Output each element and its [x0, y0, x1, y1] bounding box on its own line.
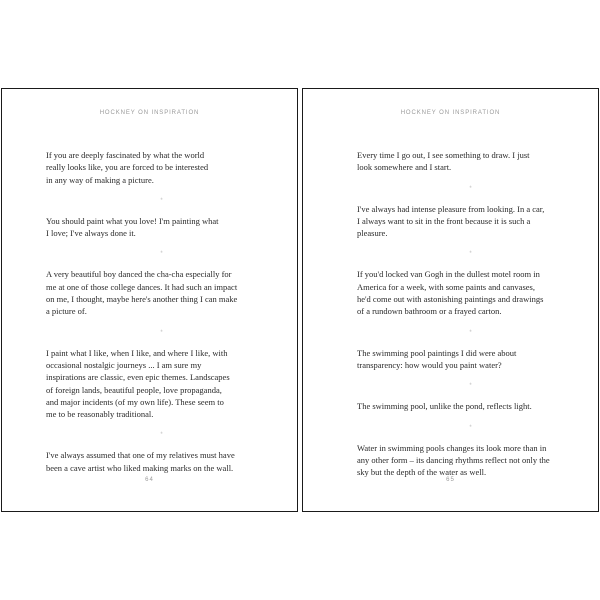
quote-list — [46, 149, 277, 474]
quote: I paint what I like, when I like, and where I like, with occasional nostalgic journeys ... I am sure my inspirations are classic, even epic themes. Landscapes of foreign lands, beautiful people, love propaganda, and major incidents (of my own life). These seem to me to be reasonably traditional. — [46, 347, 230, 420]
quote: I've always assumed that one of my relatives must have been a cave artist who liked making marks on the wall. — [46, 450, 235, 473]
quote: Every time I go out, I see something to draw. I just look somewhere and I start. — [357, 150, 530, 173]
quote: A very beautiful boy danced the cha-cha especially for me at one of those college dances. It had such an impact on me, I thought, maybe here's another thing I can make a picture of. — [46, 269, 238, 317]
separator-asterisk: * — [469, 329, 472, 336]
running-head: HOCKNEY ON INSPIRATION — [400, 110, 501, 116]
quote-list — [357, 149, 584, 478]
quote: I've always had intense pleasure from looking. In a car, I always want to sit in the front because it is such a pleasure. — [357, 203, 545, 239]
quote: If you are deeply fascinated by what the world really looks like, you are forced to be interested in any way of making a picture. — [46, 150, 209, 185]
quote: You should paint what you love! I'm painting what I love; I've always done it. — [46, 215, 219, 239]
left-page — [1, 88, 298, 512]
separator-asterisk: * — [160, 432, 163, 439]
separator-asterisk: * — [469, 185, 472, 192]
page-number: 64 — [145, 477, 154, 483]
separator-asterisk: * — [469, 424, 472, 431]
page-number: 65 — [446, 477, 455, 483]
quote: Water in swimming pools changes its look more than in any other form – its dancing rhythms reflect not only the sky but the depth of the water as well. — [357, 442, 550, 478]
quote: The swimming pool paintings I did were about transparency: how would you paint water? — [357, 347, 517, 370]
right-page — [302, 88, 599, 512]
quote: The swimming pool, unlike the pond, reflects light. — [357, 401, 532, 412]
quote: If you'd locked van Gogh in the dullest motel room in America for a week, with some paints and canvases, he'd come out with astonishing paintings and drawings of a rundown bathroom or a frayed carton. — [357, 269, 544, 317]
separator-asterisk: * — [160, 251, 163, 258]
separator-asterisk: * — [469, 251, 472, 258]
running-head: HOCKNEY ON INSPIRATION — [99, 110, 200, 116]
separator-asterisk: * — [160, 329, 163, 336]
separator-asterisk: * — [469, 383, 472, 390]
separator-asterisk: * — [160, 197, 163, 204]
